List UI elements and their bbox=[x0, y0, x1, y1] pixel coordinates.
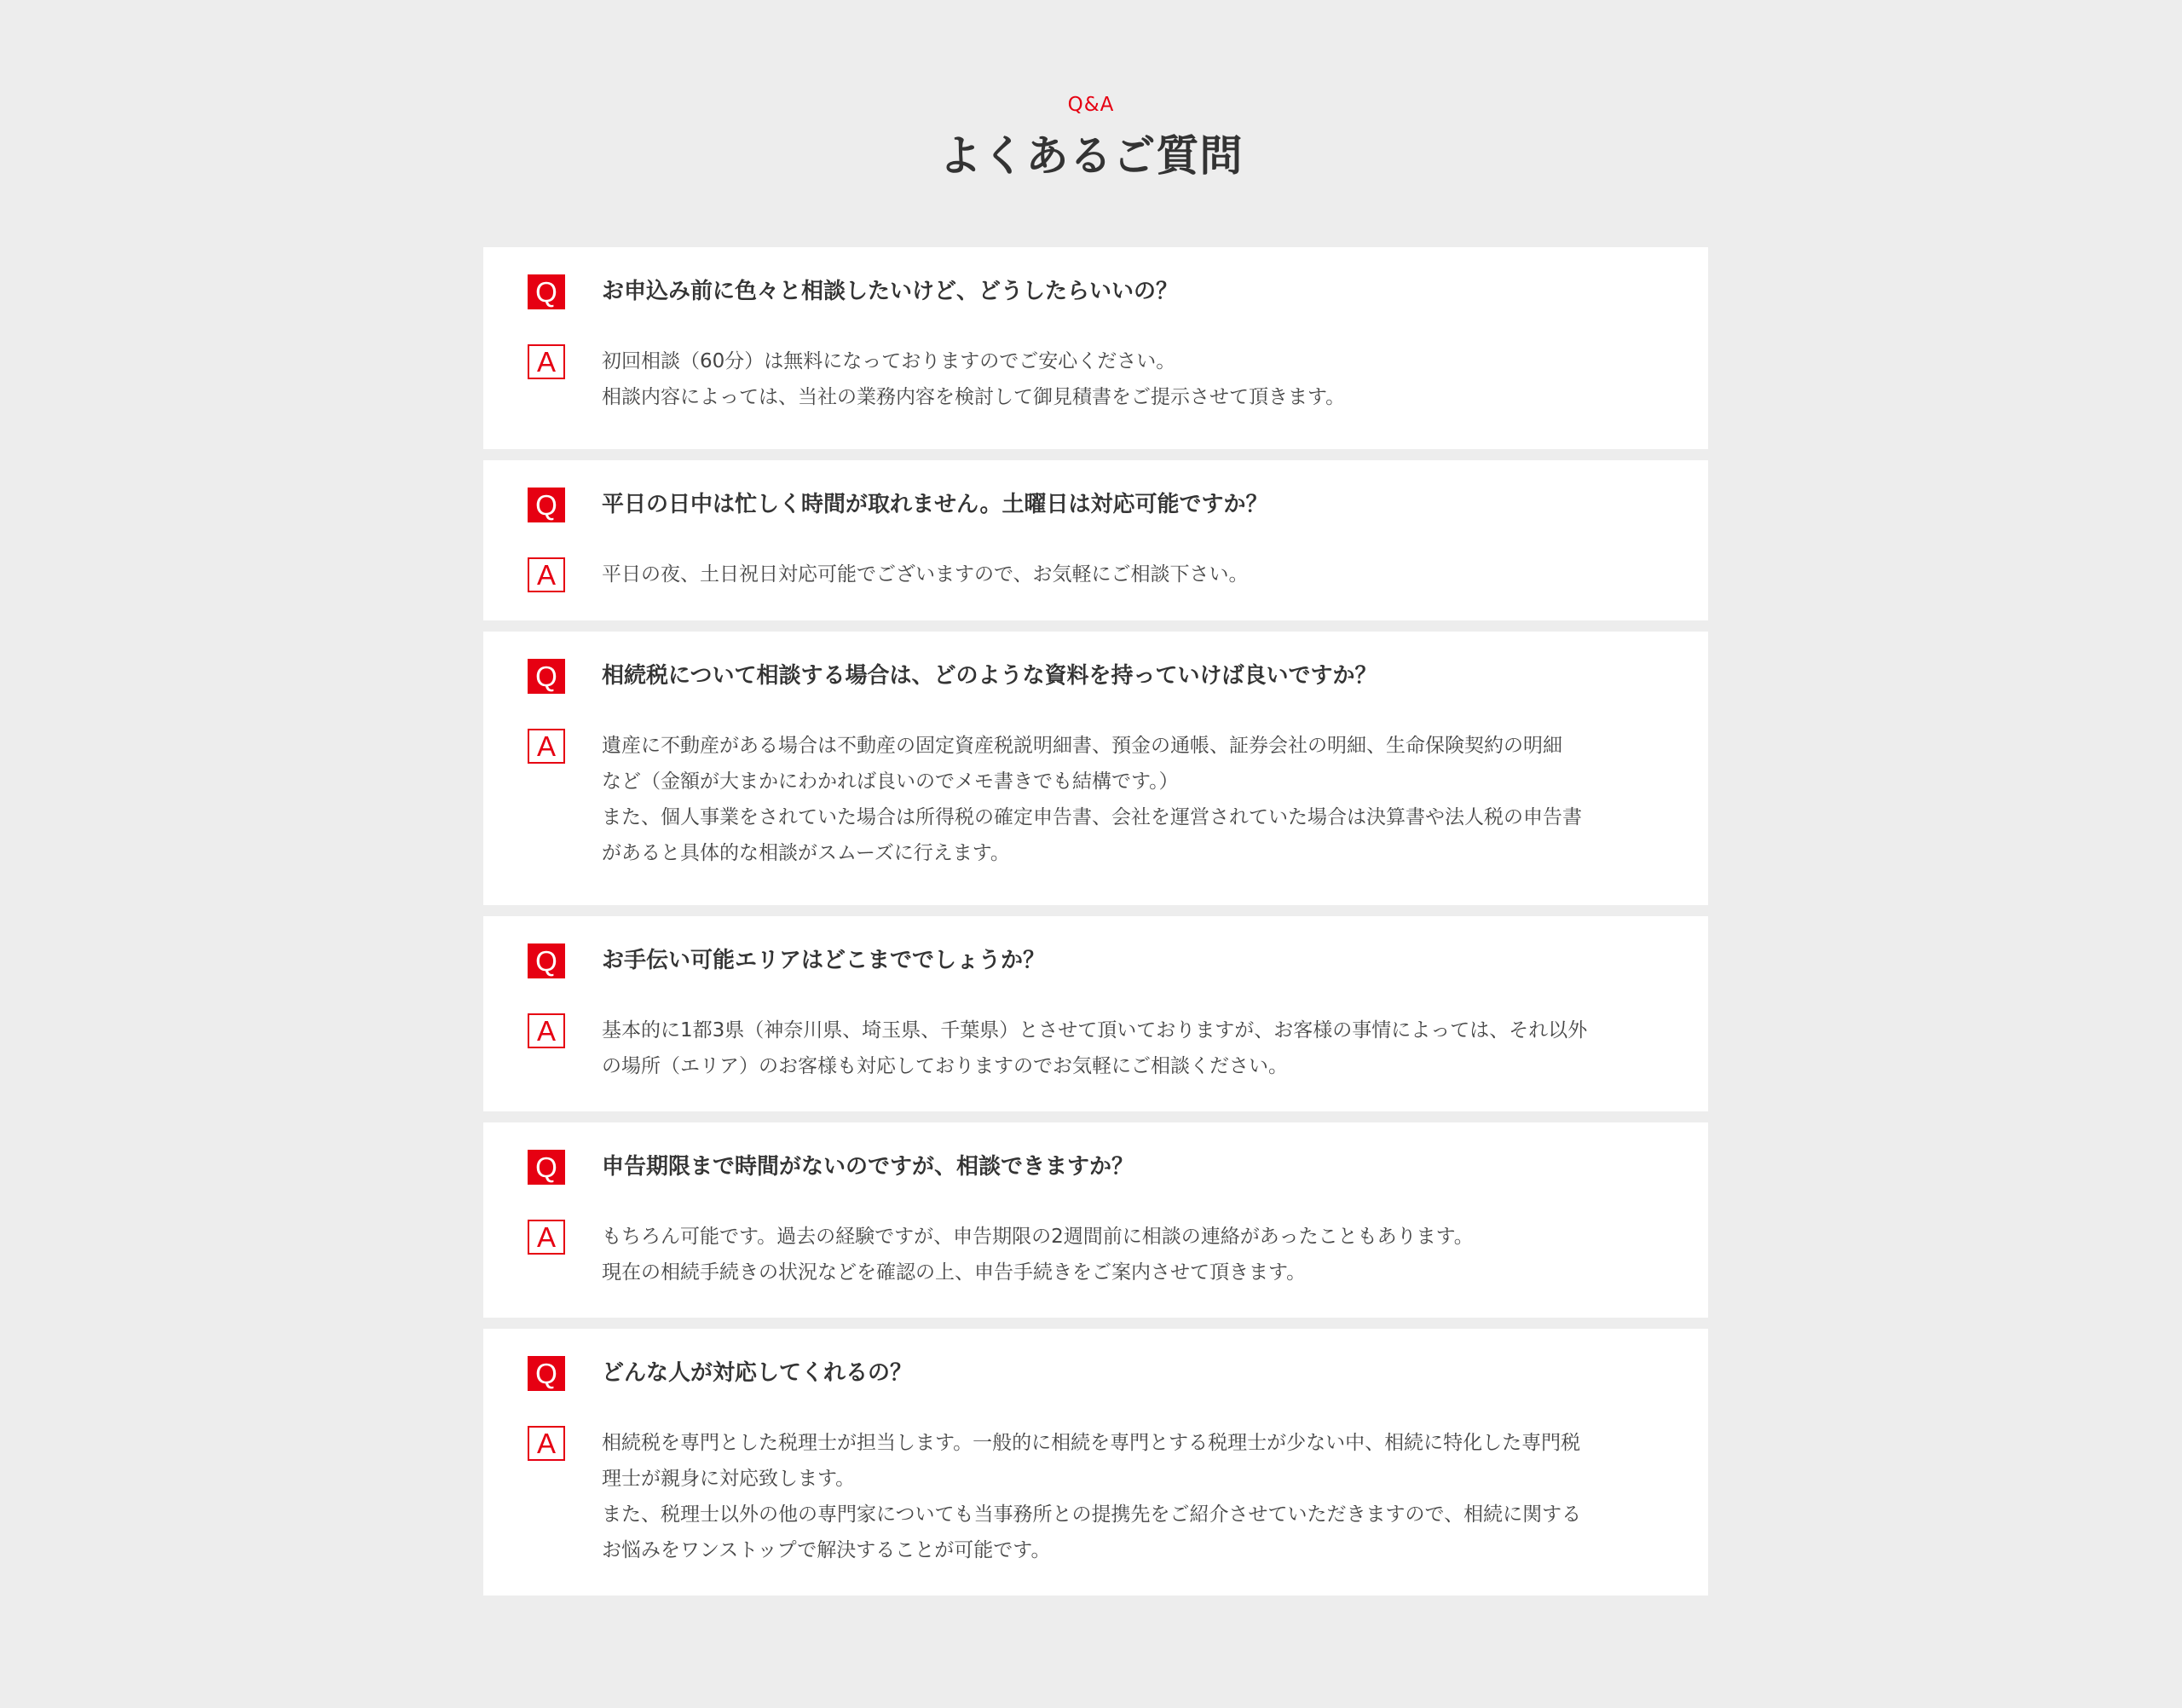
answer-badge: A bbox=[528, 557, 565, 592]
answer-badge: A bbox=[528, 1426, 565, 1461]
faq-question: 相続税について相談する場合は、どのような資料を持っていけば良いですか？ bbox=[602, 663, 1377, 689]
question-badge: Q bbox=[528, 943, 565, 978]
faq-question-row bbox=[528, 659, 1664, 694]
answer-line: など（金額が大まかにわかれば良いのでメモ書きでも結構です。） bbox=[602, 770, 1179, 793]
faq-answer bbox=[602, 1219, 1633, 1290]
faq-answer-row bbox=[528, 344, 1664, 415]
answer-line: 遺産に不動産がある場合は不動産の固定資産税説明細書、預金の通帳、証券会社の明細、生命保険契約の明細 bbox=[602, 735, 1562, 757]
answer-line: もちろん可能です。過去の経験ですが、申告期限の2週間前に相談の連絡があったこともあります。 bbox=[602, 1226, 1474, 1248]
faq-answer bbox=[602, 1013, 1633, 1084]
faq-question: 平日の日中は忙しく時間が取れません。土曜日は対応可能ですか？ bbox=[602, 492, 1268, 517]
faq-question-row bbox=[528, 1356, 1664, 1391]
answer-badge: A bbox=[528, 1220, 565, 1255]
faq-item bbox=[483, 916, 1708, 1111]
answer-line: 理士が親身に対応致します。 bbox=[602, 1468, 856, 1490]
faq-question: お申込み前に色々と相談したいけど、どうしたらいいの？ bbox=[602, 279, 1179, 304]
faq-answer bbox=[602, 557, 1633, 592]
page-title: よくあるご質問 bbox=[938, 131, 1244, 181]
section-eyebrow: Q&A bbox=[1067, 94, 1115, 116]
faq-answer-row bbox=[528, 557, 1664, 592]
question-badge: Q bbox=[528, 274, 565, 309]
answer-line: お悩みをワンストップで解決することが可能です。 bbox=[602, 1539, 1051, 1561]
answer-badge: A bbox=[528, 1013, 565, 1048]
faq-question: どんな人が対応してくれるの？ bbox=[602, 1360, 913, 1386]
answer-line: があると具体的な相談がスムーズに行えます。 bbox=[602, 842, 1010, 864]
question-badge: Q bbox=[528, 659, 565, 694]
faq-item bbox=[483, 632, 1708, 905]
faq-item bbox=[483, 1329, 1708, 1595]
faq-answer-row bbox=[528, 1426, 1664, 1568]
answer-line: 相続税を専門とした税理士が担当します。一般的に相続を専門とする税理士が少ない中、相続に特化した専門税 bbox=[602, 1432, 1581, 1454]
faq-answer-row bbox=[528, 729, 1664, 871]
faq-item bbox=[483, 247, 1708, 449]
question-badge: Q bbox=[528, 488, 565, 522]
answer-badge: A bbox=[528, 344, 565, 379]
faq-question: 申告期限まで時間がないのですが、相談できますか？ bbox=[602, 1154, 1134, 1180]
faq-item bbox=[483, 460, 1708, 620]
answer-line: 現在の相続手続きの状況などを確認の上、申告手続きをご案内させて頂きます。 bbox=[602, 1261, 1307, 1284]
answer-badge: A bbox=[528, 729, 565, 764]
faq-question-row bbox=[528, 1150, 1664, 1185]
answer-line: また、税理士以外の他の専門家についても当事務所との提携先をご紹介させていただきますので、相続に関する bbox=[602, 1503, 1582, 1526]
answer-line: また、個人事業をされていた場合は所得税の確定申告書、会社を運営されていた場合は決算書や法人税の申告書 bbox=[602, 806, 1582, 828]
faq-answer-row bbox=[528, 1220, 1664, 1290]
answer-line: 基本的に1都3県（神奈川県、埼玉県、千葉県）とさせて頂いておりますが、お客様の事情によっては、それ以外 bbox=[602, 1019, 1588, 1042]
faq-item bbox=[483, 1122, 1708, 1318]
faq-question-row bbox=[528, 488, 1664, 522]
answer-line: の場所（エリア）のお客様も対応しておりますのでお気軽にご相談ください。 bbox=[602, 1055, 1288, 1077]
faq-answer-row bbox=[528, 1013, 1664, 1084]
section-header bbox=[0, 92, 2182, 182]
question-badge: Q bbox=[528, 1356, 565, 1391]
faq-answer bbox=[602, 343, 1633, 415]
faq-answer bbox=[602, 728, 1633, 871]
faq-list bbox=[483, 247, 1708, 1607]
answer-line: 初回相談（60分）は無料になっておりますのでご安心ください。 bbox=[602, 350, 1176, 372]
faq-question-row bbox=[528, 943, 1664, 978]
answer-line: 平日の夜、土日祝日対応可能でございますので、お気軽にご相談下さい。 bbox=[602, 563, 1249, 586]
faq-question-row bbox=[528, 274, 1664, 309]
faq-question: お手伝い可能エリアはどこまででしょうか？ bbox=[602, 948, 1046, 973]
question-badge: Q bbox=[528, 1150, 565, 1185]
faq-answer bbox=[602, 1425, 1633, 1568]
answer-line: 相談内容によっては、当社の業務内容を検討して御見積書をご提示させて頂きます。 bbox=[602, 386, 1346, 408]
